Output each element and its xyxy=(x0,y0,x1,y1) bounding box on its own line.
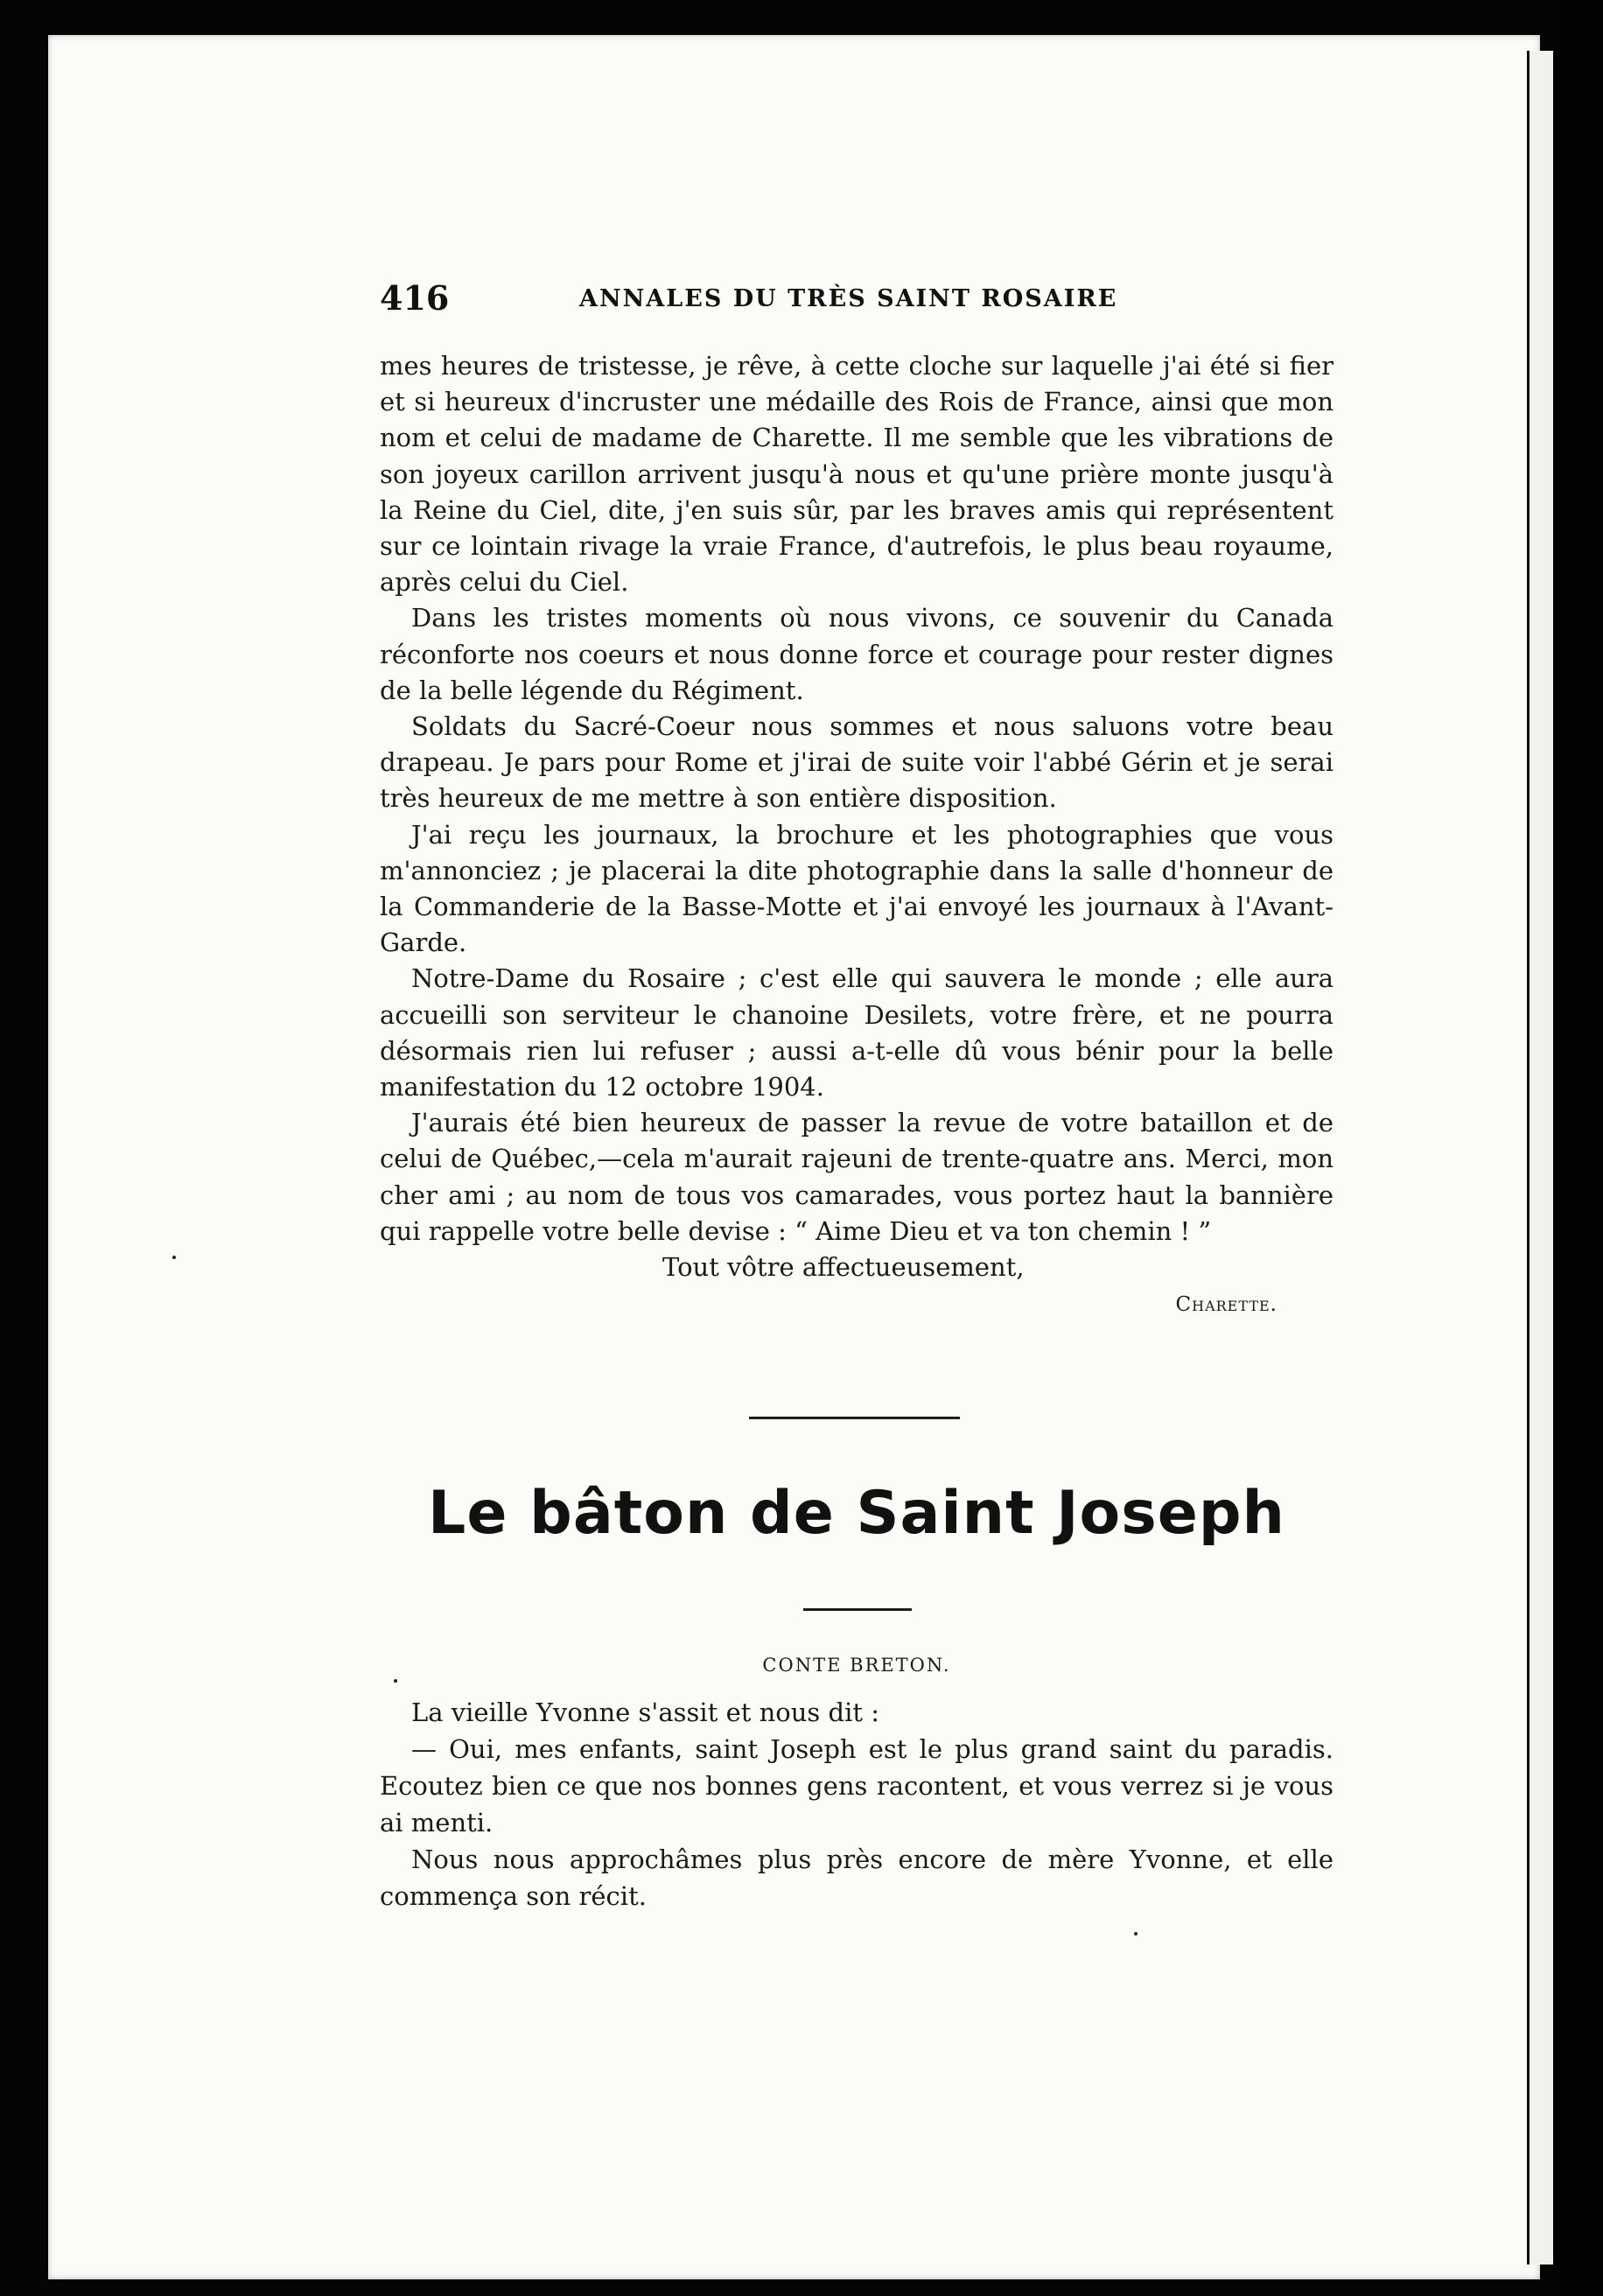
letter-paragraph: J'ai reçu les journaux, la brochure et les photographies que vous m'annonciez ; je placerai la dite photographie dans la salle d'honneur de la Commanderie de la Basse-Motte et j'ai envoyé les journaux à l'Avant-Garde. xyxy=(380,819,1334,958)
letter-paragraph: Soldats du Sacré-Coeur nous sommes et nous saluons votre beau drapeau. Je pars pour Rome et j'irai de suite voir l'abbé Gérin et je serai très heureux de me mettre à son entière disposition. xyxy=(380,711,1334,814)
page-number: 416 xyxy=(380,278,450,318)
story-paragraph: Nous nous approchâmes plus près encore de mère Yvonne, et elle commença son récit. xyxy=(380,1844,1334,1911)
facing-page-edge xyxy=(1527,51,1556,2264)
letter-paragraph: J'aurais été bien heureux de passer la revue de votre bataillon et de celui de Québec,—cela m'aurait rajeuni de trente-quatre ans. Merci, mon cher ami ; au nom de tous vos camarades, vous portez haut la bannière qui rappelle votre belle devise : “ Aime Dieu et va ton chemin ! ” xyxy=(380,1108,1334,1246)
story-paragraph: — Oui, mes enfants, saint Joseph est le plus grand saint du paradis. Ecoutez bien ce que nos bonnes gens racontent, et vous verrez si je vous ai menti. xyxy=(380,1734,1334,1838)
scan-border xyxy=(1553,0,1603,2296)
letter-paragraph: mes heures de tristesse, je rêve, à cette cloche sur laquelle j'ai été si fier et si heureux d'incruster une médaille des Rois de France, ainsi que mon nom et celui de madame de Charette. Il me semble que les vibrations de son joyeux carillon arrivent jusqu'à nous et qu'une prière monte jusqu'à la Reine du Ciel, dite, j'en suis sûr, par les braves amis qui représentent sur ce lointain rivage la vraie France, d'autrefois, le plus beau royaume, après celui du Ciel. xyxy=(380,351,1334,598)
article-title: Le bâton de Saint Joseph xyxy=(428,1479,1285,1548)
story-paragraph: La vieille Yvonne s'assit et nous dit : xyxy=(411,1698,879,1727)
letter-body xyxy=(380,348,1334,1323)
section-divider xyxy=(749,1417,960,1419)
letter-paragraph: Notre-Dame du Rosaire ; c'est elle qui sauvera le monde ; elle aura accueilli son serviteur le chanoine Desilets, votre frère, et ne pourra désormais rien lui refuser ; aussi a-t-elle dû vous bénir pour la belle manifestation du 12 octobre 1904. xyxy=(380,963,1334,1102)
scan-speck xyxy=(1134,1932,1138,1936)
letter-signature: Charette. xyxy=(1175,1293,1278,1317)
story-body xyxy=(380,1694,1334,1914)
letter-closing: Tout vôtre affectueusement, xyxy=(662,1252,1025,1283)
title-rule xyxy=(803,1608,912,1611)
scan-speck xyxy=(172,1256,176,1259)
running-head xyxy=(380,278,1334,320)
article-subtitle: CONTE BRETON. xyxy=(762,1655,951,1676)
scan-speck xyxy=(394,1679,397,1683)
journal-title: ANNALES DU TRÈS SAINT ROSAIRE xyxy=(579,285,1118,312)
letter-paragraph: Dans les tristes moments où nous vivons, ce souvenir du Canada réconforte nos coeurs et nous donne force et courage pour rester dignes de la belle légende du Régiment. xyxy=(380,603,1334,705)
